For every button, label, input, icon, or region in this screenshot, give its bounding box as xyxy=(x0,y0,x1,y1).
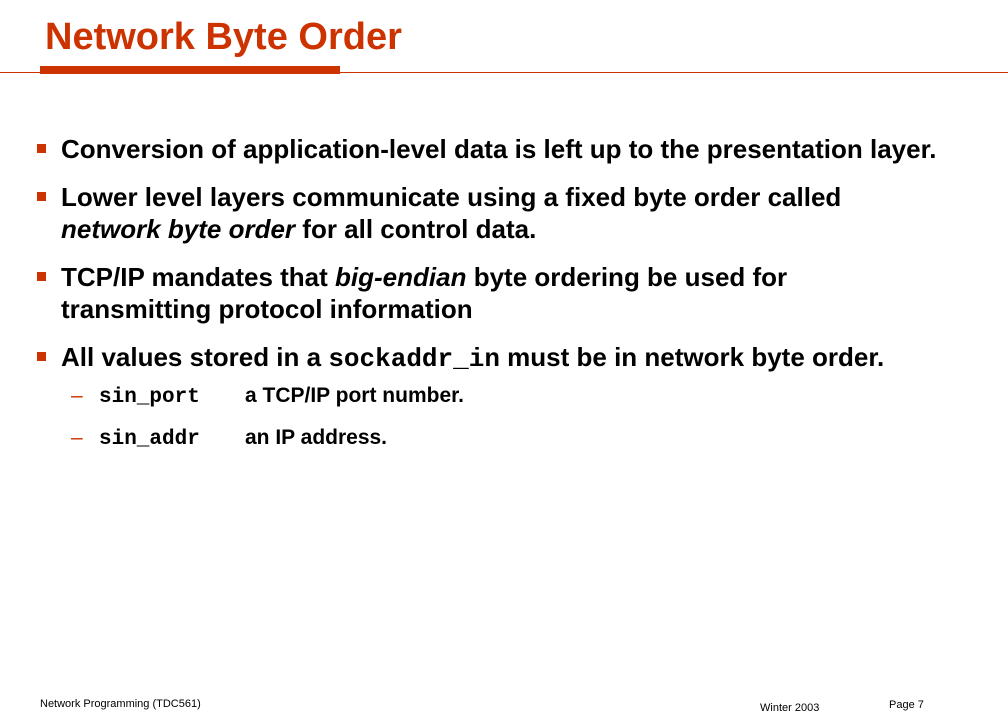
sub-bullet-code: sin_port xyxy=(99,386,200,409)
sub-bullet-text: an IP address. xyxy=(245,426,388,449)
bullet-text: for all control data. xyxy=(295,214,537,244)
sub-bullet-list xyxy=(61,383,937,453)
square-bullet-icon xyxy=(37,272,46,281)
footer-page-number: Page 7 xyxy=(889,699,924,711)
bullet-lower-layers xyxy=(37,181,937,245)
slide-title: Network Byte Order xyxy=(45,16,402,58)
sub-bullet-sin-addr xyxy=(61,425,937,453)
square-bullet-icon xyxy=(37,144,46,153)
footer-course: Network Programming (TDC561) xyxy=(40,698,201,710)
sub-bullet-code: sin_addr xyxy=(99,428,200,451)
square-bullet-icon xyxy=(37,192,46,201)
bullet-sockaddr xyxy=(37,341,937,453)
bullet-list xyxy=(37,133,937,469)
bullet-text: byte ordering be used for transmitting protocol information xyxy=(61,262,788,324)
bullet-emphasis: big-endian xyxy=(335,262,467,292)
footer-term: Winter 2003 xyxy=(760,702,820,714)
bullet-text: Lower level layers communicate using a fixed byte order called xyxy=(61,182,842,212)
sub-bullet-text: a TCP/IP port number. xyxy=(245,384,464,407)
bullet-text: must be in network byte order. xyxy=(499,342,885,372)
sub-bullet-sin-port xyxy=(61,383,937,411)
bullet-conversion xyxy=(37,133,937,165)
dash-bullet-icon: – xyxy=(71,426,83,449)
bullet-text: TCP/IP mandates that xyxy=(61,262,336,292)
dash-bullet-icon: – xyxy=(71,384,83,407)
bullet-text: Conversion of application-level data is left up to the presentation layer. xyxy=(61,134,937,164)
square-bullet-icon xyxy=(37,352,46,361)
bullet-big-endian xyxy=(37,261,937,325)
bullet-code: sockaddr_in xyxy=(328,344,500,374)
bullet-text: All values stored in a xyxy=(61,342,329,372)
title-accent-bar xyxy=(40,66,340,74)
bullet-emphasis: network byte order xyxy=(61,214,296,244)
